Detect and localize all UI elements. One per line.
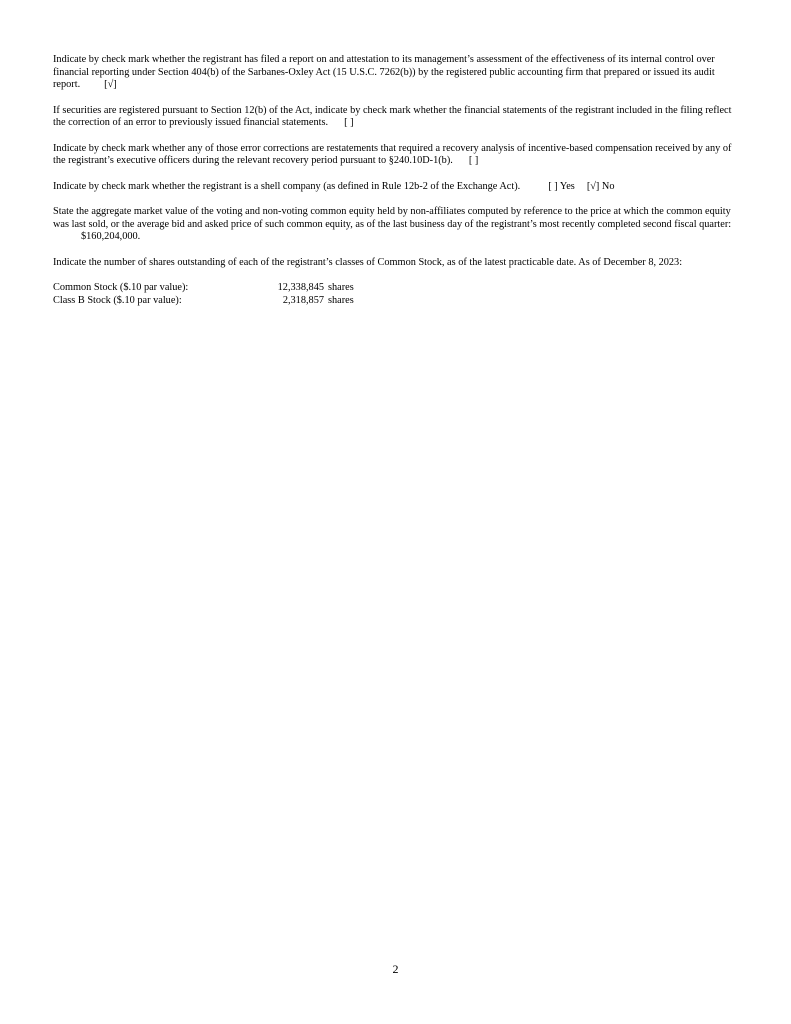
- market-value-amount: $160,204,000.: [81, 231, 141, 242]
- restatement-text: Indicate by check mark whether any of those error corrections are restatements that required a recovery analysis of incentive-based compensation received by any of the registrant’s executive officers during the relevant recovery period pursuant to §240.10D-1(b).: [53, 142, 732, 166]
- common-stock-unit: shares: [328, 282, 354, 293]
- icfr-attestation-paragraph: [53, 54, 743, 92]
- icfr-attestation-checkmark: [√]: [104, 79, 117, 90]
- market-value-text: State the aggregate market value of the voting and non-voting common equity held by non-affiliates computed by reference to the price at which the common equity was last sold, or the average bid and asked price of such common equity, as of the last business day of the registrant’s most recently completed second fiscal quarter:: [53, 206, 732, 230]
- class-b-stock-unit: shares: [328, 294, 354, 306]
- common-stock-label: Common Stock ($.10 par value):: [53, 282, 189, 293]
- error-correction-text: If securities are registered pursuant to Section 12(b) of the Act, indicate by check mark whether the financial statements of the registrant included in the filing reflect the correction of an error to previously issued financial statements.: [53, 104, 732, 128]
- market-value-paragraph: [53, 206, 743, 244]
- class-b-stock-row: [53, 295, 743, 308]
- shares-outstanding-text: Indicate the number of shares outstanding of each of the registrant’s classes of Common Stock, as of the latest practicable date. As of December 8, 2023:: [53, 256, 683, 268]
- class-b-stock-value: 2,318,857: [282, 294, 324, 306]
- shell-company-paragraph: [53, 181, 743, 194]
- shell-company-yes-checkbox: [ ] Yes: [548, 180, 575, 192]
- error-correction-checkbox: [ ]: [344, 117, 354, 128]
- shares-table: [53, 282, 743, 307]
- restatement-checkbox: [ ]: [468, 155, 479, 166]
- shell-company-text: Indicate by check mark whether the registrant is a shell company (as defined in Rule 12b-2 of the Exchange Act).: [53, 180, 521, 192]
- error-correction-paragraph: [53, 105, 743, 130]
- class-b-stock-label: Class B Stock ($.10 par value):: [53, 294, 182, 306]
- icfr-attestation-text: Indicate by check mark whether the registrant has filed a report on and attestation to its management’s assessment of the effectiveness of its internal control over financial reporting under Section 404(b) of the Sarbanes-Oxley Act (15 U.S.C. 7262(b)) by the registered public accounting firm that prepared or issued its audit report.: [53, 54, 715, 90]
- common-stock-value: 12,338,845: [277, 282, 324, 293]
- restatement-paragraph: [53, 143, 743, 168]
- shell-company-no-checkbox: [√] No: [586, 180, 615, 192]
- page-number: 2: [392, 962, 399, 976]
- common-stock-row: [53, 282, 743, 295]
- shares-outstanding-paragraph: [53, 257, 743, 270]
- document-page: [53, 54, 743, 307]
